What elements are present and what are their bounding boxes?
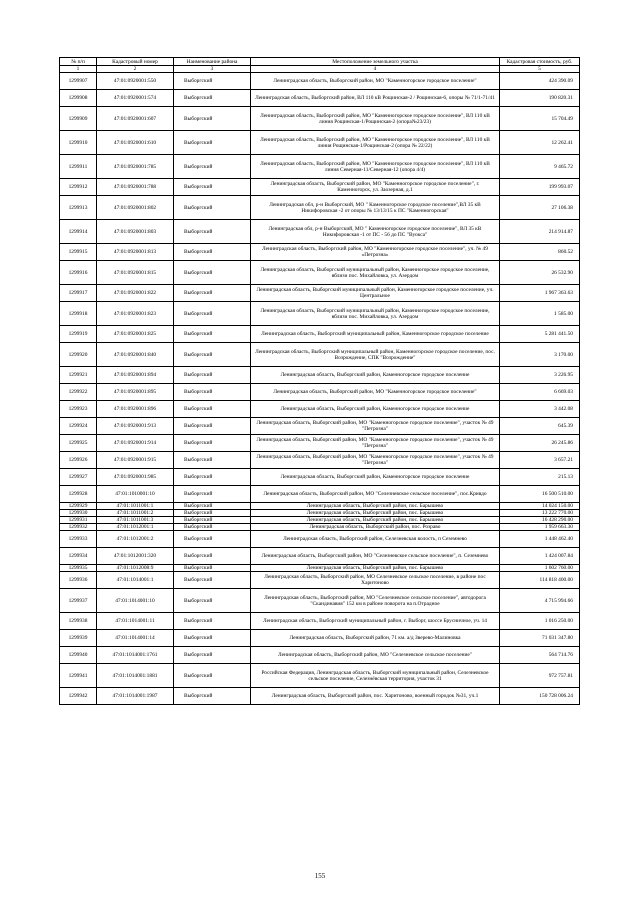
district-name: Выборгский xyxy=(174,285,251,302)
cadastral-cost: 214 914.87 xyxy=(500,220,580,244)
cadastral-number: 47:01:0920001:894 xyxy=(97,367,174,384)
row-number: 1299937 xyxy=(60,589,97,613)
cadastral-cost: 15 704.49 xyxy=(500,107,580,131)
cadastral-number: 47:01:0920001:985 xyxy=(97,469,174,486)
district-name: Выборгский xyxy=(174,486,251,503)
cadastral-number: 47:01:0920001:785 xyxy=(97,155,174,179)
row-number: 1299931 xyxy=(60,517,97,524)
location: Ленинградская область, Выборгский район, Каменногорское городское поселение xyxy=(251,401,500,418)
table-row xyxy=(60,531,580,548)
table-row xyxy=(60,688,580,705)
cadastral-cost: 71 031 347.80 xyxy=(500,630,580,647)
cadastral-table xyxy=(59,57,580,705)
cadastral-cost: 860.52 xyxy=(500,244,580,261)
cadastral-cost: 1 016 250.00 xyxy=(500,613,580,630)
location: Ленинградская область, Выборгский район, МО "Селезневское сельское поселение", автодорога "Скандинавия" 152 км в районе поворота на п.Отрадное xyxy=(251,589,500,613)
location: Ленинградская область, Выборгский район, МО "Селезневское сельское поселение", пос.Кривдо xyxy=(251,486,500,503)
location: Ленинградская область, Выборгский район, МО "Каменногорское городское поселение", г. Каменногорск, ул. Заозерная, д.1 xyxy=(251,179,500,196)
row-number: 1299925 xyxy=(60,435,97,452)
row-number: 1299936 xyxy=(60,572,97,589)
cadastral-number: 47:01:0920001:802 xyxy=(97,196,174,220)
cadastral-cost: 114 818 400.00 xyxy=(500,572,580,589)
district-name: Выборгский xyxy=(174,613,251,630)
cadastral-number: 47:01:0920001:610 xyxy=(97,131,174,155)
row-number: 1299908 xyxy=(60,90,97,107)
column-number-row xyxy=(60,66,580,73)
district-name: Выборгский xyxy=(174,435,251,452)
cadastral-cost: 1 424 007.84 xyxy=(500,548,580,565)
location: Ленинградская область, Выборгский район, МО "Каменногорское городское поселение" xyxy=(251,384,500,401)
location: Ленинградская область, Выборгский район, МО "Каменногорское городское поселение", ВЛ 110 кВ линия Рощинская-1/Рощинская-2 (опора№23/23) xyxy=(251,107,500,131)
location: Ленинградская область, Выборгский район, пос. Барышево xyxy=(251,503,500,510)
row-number: 1299907 xyxy=(60,73,97,90)
location: Ленинградская область, Выборгский район, МО "Каменногорское городское поселение" xyxy=(251,73,500,90)
location: Ленинградская область, Выборгский район, пос. Харитоново, военный городок №31, уч.1 xyxy=(251,688,500,705)
cadastral-cost: 1 448 462.40 xyxy=(500,531,580,548)
cadastral-number: 47:01:0920001:823 xyxy=(97,302,174,326)
location: Ленинградская обл, р-н Выборгский, МО " Каменногорское городское поселение",ВЛ 35 кВ Никифоровская -2 от опоры № 13/13/15 к ПС "Каменногорская" xyxy=(251,196,500,220)
col-num-2: 2 xyxy=(97,66,174,73)
col-num-5: 5 xyxy=(500,66,580,73)
table-row xyxy=(60,469,580,486)
header-number: № п/п xyxy=(60,58,97,66)
location: Ленинградская область, Выборгский муниципальный район, Каменногорское городское поселение, уч. Центральное xyxy=(251,285,500,302)
row-number: 1299924 xyxy=(60,418,97,435)
table-row xyxy=(60,179,580,196)
cadastral-number: 47:01:0920001:825 xyxy=(97,326,174,343)
row-number: 1299926 xyxy=(60,452,97,469)
cadastral-cost: 424 390.09 xyxy=(500,73,580,90)
col-num-4: 4 xyxy=(251,66,500,73)
row-number: 1299917 xyxy=(60,285,97,302)
table-row xyxy=(60,220,580,244)
row-number: 1299938 xyxy=(60,613,97,630)
table-row xyxy=(60,548,580,565)
district-name: Выборгский xyxy=(174,517,251,524)
district-name: Выборгский xyxy=(174,343,251,367)
cadastral-number: 47:01:1012001:1 xyxy=(97,524,174,531)
cadastral-number: 47:01:0920001:788 xyxy=(97,179,174,196)
cadastral-cost: 972 757.81 xyxy=(500,664,580,688)
row-number: 1299914 xyxy=(60,220,97,244)
row-number: 1299935 xyxy=(60,565,97,572)
row-number: 1299932 xyxy=(60,524,97,531)
district-name: Выборгский xyxy=(174,469,251,486)
location: Ленинградская область, Выборгский район, пос. Барышево xyxy=(251,565,500,572)
table-row xyxy=(60,435,580,452)
col-num-3: 3 xyxy=(174,66,251,73)
district-name: Выборгский xyxy=(174,647,251,664)
header-cost: Кадастровая стоимость, руб. xyxy=(500,58,580,66)
table-row xyxy=(60,131,580,155)
cadastral-number: 47:01:0920001:803 xyxy=(97,220,174,244)
district-name: Выборгский xyxy=(174,452,251,469)
district-name: Выборгский xyxy=(174,196,251,220)
cadastral-cost: 6 669.03 xyxy=(500,384,580,401)
location: Ленинградская область, Выборгский район, МО "Каменногорское городское поселение", ВЛ 110 кВ линия Рощинская-1/Рощинская-2 (опора № 22/22) xyxy=(251,131,500,155)
table-body xyxy=(60,73,580,705)
district-name: Выборгский xyxy=(174,107,251,131)
cadastral-cost: 190 820.31 xyxy=(500,90,580,107)
row-number: 1299929 xyxy=(60,503,97,510)
cadastral-cost: 199 993.07 xyxy=(500,179,580,196)
district-name: Выборгский xyxy=(174,244,251,261)
row-number: 1299921 xyxy=(60,367,97,384)
cadastral-number: 47:01:0920001:607 xyxy=(97,107,174,131)
cadastral-cost: 150 728 006.24 xyxy=(500,688,580,705)
location: Ленинградская область, Выборгский муниципальный район, Каменногорское городское поселение, вблизи пос. Михайловка, ул. Азердом xyxy=(251,302,500,326)
row-number: 1299923 xyxy=(60,401,97,418)
table-row xyxy=(60,155,580,179)
row-number: 1299912 xyxy=(60,179,97,196)
location: Ленинградская область, Выборгский муниципальный район, г. Выборг, шоссе Брусничное, уч. 14 xyxy=(251,613,500,630)
table-row xyxy=(60,285,580,302)
table-row xyxy=(60,572,580,589)
district-name: Выборгский xyxy=(174,510,251,517)
location: Ленинградская область, Выборгский район, МО Селезневское сельское поселение, в районе пос Харитоново xyxy=(251,572,500,589)
row-number: 1299922 xyxy=(60,384,97,401)
table-row xyxy=(60,343,580,367)
cadastral-cost: 3 170.00 xyxy=(500,343,580,367)
table-row xyxy=(60,244,580,261)
location: Ленинградская обл, р-н Выборгский, МО " Каменногорское городское поселение", ВЛ 35 кВ Никифоровская -1 от ПС - 56 до ПС "Вуокса" xyxy=(251,220,500,244)
cadastral-number: 47:01:0920001:840 xyxy=(97,343,174,367)
cadastral-number: 47:01:1014001:1761 xyxy=(97,647,174,664)
cadastral-number: 47:01:1014001:1 xyxy=(97,572,174,589)
cadastral-number: 47:01:1011001:3 xyxy=(97,517,174,524)
table-row xyxy=(60,510,580,517)
district-name: Выборгский xyxy=(174,261,251,285)
location: Ленинградская область, Выборгский район, пос. Розраво xyxy=(251,524,500,531)
table-row xyxy=(60,517,580,524)
row-number: 1299930 xyxy=(60,510,97,517)
location: Ленинградская область, Выборгский район, Селезневская волость, п Сеземнево xyxy=(251,531,500,548)
cadastral-cost: 5 281 441.50 xyxy=(500,326,580,343)
cadastral-cost: 3 442.08 xyxy=(500,401,580,418)
location: Ленинградская область, Выборгский район, 71 км. а/д Зверево-Малиновка xyxy=(251,630,500,647)
cadastral-number: 47:01:0920001:574 xyxy=(97,90,174,107)
row-number: 1299942 xyxy=(60,688,97,705)
cadastral-cost: 1 585.00 xyxy=(500,302,580,326)
cadastral-cost: 3 657.21 xyxy=(500,452,580,469)
table-row xyxy=(60,107,580,131)
row-number: 1299920 xyxy=(60,343,97,367)
row-number: 1299919 xyxy=(60,326,97,343)
header-cadastral-number: Кадастровый номер xyxy=(97,58,174,66)
district-name: Выборгский xyxy=(174,531,251,548)
table-row xyxy=(60,613,580,630)
header-district: Наименование района xyxy=(174,58,251,66)
row-number: 1299927 xyxy=(60,469,97,486)
table-row xyxy=(60,90,580,107)
cadastral-number: 47:01:1014001:1881 xyxy=(97,664,174,688)
cadastral-number: 47:01:0920001:815 xyxy=(97,261,174,285)
cadastral-cost: 14 024 150.00 xyxy=(500,503,580,510)
table-row xyxy=(60,401,580,418)
cadastral-cost: 13 222 770.00 xyxy=(500,510,580,517)
row-number: 1299933 xyxy=(60,531,97,548)
table-row xyxy=(60,418,580,435)
cadastral-number: 47:01:0920001:550 xyxy=(97,73,174,90)
district-name: Выборгский xyxy=(174,565,251,572)
page-number: 155 xyxy=(314,872,326,880)
table-row xyxy=(60,367,580,384)
location: Ленинградская область, Выборгский муниципальный район, Каменногорское городское поселение, пос. Возрождение, СПК "Возрождение" xyxy=(251,343,500,367)
table-row xyxy=(60,589,580,613)
district-name: Выборгский xyxy=(174,401,251,418)
district-name: Выборгский xyxy=(174,524,251,531)
district-name: Выборгский xyxy=(174,418,251,435)
table-row xyxy=(60,384,580,401)
location: Российская Федерация, Ленинградская область, Выборгский муниципальный район, Селезневское сельское поселение, Селезнёвская территория, участок 31 xyxy=(251,664,500,688)
cadastral-number: 47:01:1012008:9 xyxy=(97,565,174,572)
district-name: Выборгский xyxy=(174,589,251,613)
cadastral-cost: 26 532.90 xyxy=(500,261,580,285)
district-name: Выборгский xyxy=(174,73,251,90)
district-name: Выборгский xyxy=(174,302,251,326)
cadastral-number: 47:01:1012001:2 xyxy=(97,531,174,548)
row-number: 1299939 xyxy=(60,630,97,647)
table-row xyxy=(60,524,580,531)
table-row xyxy=(60,73,580,90)
table-row xyxy=(60,196,580,220)
cadastral-number: 47:01:0920001:913 xyxy=(97,418,174,435)
location: Ленинградская область, Выборгский район, МО "Селезневское сельское поселение", п. Сеземнево xyxy=(251,548,500,565)
row-number: 1299913 xyxy=(60,196,97,220)
row-number: 1299940 xyxy=(60,647,97,664)
table-row xyxy=(60,503,580,510)
cadastral-cost: 1 967 363.63 xyxy=(500,285,580,302)
row-number: 1299934 xyxy=(60,548,97,565)
location: Ленинградская область, Выборгский район, МО "Селезневское сельское поселение" xyxy=(251,647,500,664)
table-row xyxy=(60,452,580,469)
cadastral-number: 47:01:1011001:1 xyxy=(97,503,174,510)
location: Ленинградская область, Выборгский район, Каменногорское городское поселение xyxy=(251,469,500,486)
col-num-1: 1 xyxy=(60,66,97,73)
cadastral-cost: 4 715 994.66 xyxy=(500,589,580,613)
cadastral-number: 47:01:0920001:914 xyxy=(97,435,174,452)
cadastral-cost: 645.39 xyxy=(500,418,580,435)
cadastral-cost: 16 428 290.00 xyxy=(500,517,580,524)
location: Ленинградская область, Выборгский район, МО "Каменногорское городское поселение", уч. № 49 «Петрозна» xyxy=(251,244,500,261)
district-name: Выборгский xyxy=(174,572,251,589)
table-row xyxy=(60,302,580,326)
cadastral-cost: 1 602 760.00 xyxy=(500,565,580,572)
district-name: Выборгский xyxy=(174,131,251,155)
header-row xyxy=(60,58,580,66)
location: Ленинградская область, Выборгский район, МО "Каменногорское городское поселение", участок № 49 "Петрозна" xyxy=(251,452,500,469)
cadastral-cost: 1 959 663.30 xyxy=(500,524,580,531)
table-row xyxy=(60,664,580,688)
location: Ленинградская область, Выборгский район, МО "Каменногорское городское поселение", участок № 49 "Петрозна" xyxy=(251,418,500,435)
row-number: 1299915 xyxy=(60,244,97,261)
row-number: 1299928 xyxy=(60,486,97,503)
table-row xyxy=(60,261,580,285)
row-number: 1299918 xyxy=(60,302,97,326)
location: Ленинградская область, Выборгский район, ВЛ 110 кВ Рощинская-2 / Рощинская-6, опоры № 71/1-71/41 xyxy=(251,90,500,107)
cadastral-cost: 215.13 xyxy=(500,469,580,486)
location: Ленинградская область, Выборгский район, МО "Каменногорское городское поселение", ВЛ 110 кВ линия Северная-11/Северная-12 (опора 4/4) xyxy=(251,155,500,179)
cadastral-number: 47:01:0920001:813 xyxy=(97,244,174,261)
district-name: Выборгский xyxy=(174,90,251,107)
cadastral-cost: 9 465.72 xyxy=(500,155,580,179)
row-number: 1299910 xyxy=(60,131,97,155)
table-row xyxy=(60,565,580,572)
district-name: Выборгский xyxy=(174,664,251,688)
cadastral-cost: 3 226.95 xyxy=(500,367,580,384)
row-number: 1299909 xyxy=(60,107,97,131)
cadastral-number: 47:01:0920001:895 xyxy=(97,384,174,401)
cadastral-number: 47:01:0920001:915 xyxy=(97,452,174,469)
row-number: 1299916 xyxy=(60,261,97,285)
cadastral-cost: 564 714.76 xyxy=(500,647,580,664)
cadastral-number: 47:01:1014001:11 xyxy=(97,613,174,630)
cadastral-number: 47:01:1014001:14 xyxy=(97,630,174,647)
district-name: Выборгский xyxy=(174,548,251,565)
location: Ленинградская область, Выборгский район, Каменногорское городское поселение xyxy=(251,367,500,384)
location: Ленинградская область, Выборгский район, МО "Каменногорское городское поселение", участок № 49 "Петрозна" xyxy=(251,435,500,452)
district-name: Выборгский xyxy=(174,220,251,244)
district-name: Выборгский xyxy=(174,367,251,384)
district-name: Выборгский xyxy=(174,630,251,647)
cadastral-number: 47:01:1014001:1987 xyxy=(97,688,174,705)
cadastral-number: 47:01:1011001:2 xyxy=(97,510,174,517)
table-row xyxy=(60,326,580,343)
cadastral-cost: 26 245.86 xyxy=(500,435,580,452)
cadastral-cost: 16 500 510.00 xyxy=(500,486,580,503)
district-name: Выборгский xyxy=(174,326,251,343)
table-row xyxy=(60,647,580,664)
location: Ленинградская область, Выборгский район, пос. Барышево xyxy=(251,517,500,524)
cadastral-cost: 27 106.38 xyxy=(500,196,580,220)
cadastral-number: 47:01:1014001:10 xyxy=(97,589,174,613)
cadastral-number: 47:01:0920001:896 xyxy=(97,401,174,418)
cadastral-number: 47:01:0920001:822 xyxy=(97,285,174,302)
row-number: 1299941 xyxy=(60,664,97,688)
district-name: Выборгский xyxy=(174,155,251,179)
cadastral-cost: 12 262.41 xyxy=(500,131,580,155)
district-name: Выборгский xyxy=(174,179,251,196)
location: Ленинградская область, Выборгский муниципальный район, Каменногорское городское поселение xyxy=(251,326,500,343)
district-name: Выборгский xyxy=(174,503,251,510)
district-name: Выборгский xyxy=(174,384,251,401)
table-row xyxy=(60,630,580,647)
table-row xyxy=(60,486,580,503)
cadastral-number: 47:01:1010001:10 xyxy=(97,486,174,503)
row-number: 1299911 xyxy=(60,155,97,179)
district-name: Выборгский xyxy=(174,688,251,705)
location: Ленинградская область, Выборгский муниципальный район, Каменногорское городское поселение, вблизи пос. Михайловка, ул. Азердом xyxy=(251,261,500,285)
cadastral-number: 47:01:1012001:320 xyxy=(97,548,174,565)
location: Ленинградская область, Выборгский район, пос. Барышево xyxy=(251,510,500,517)
header-location: Местоположение земельного участка xyxy=(251,58,500,66)
